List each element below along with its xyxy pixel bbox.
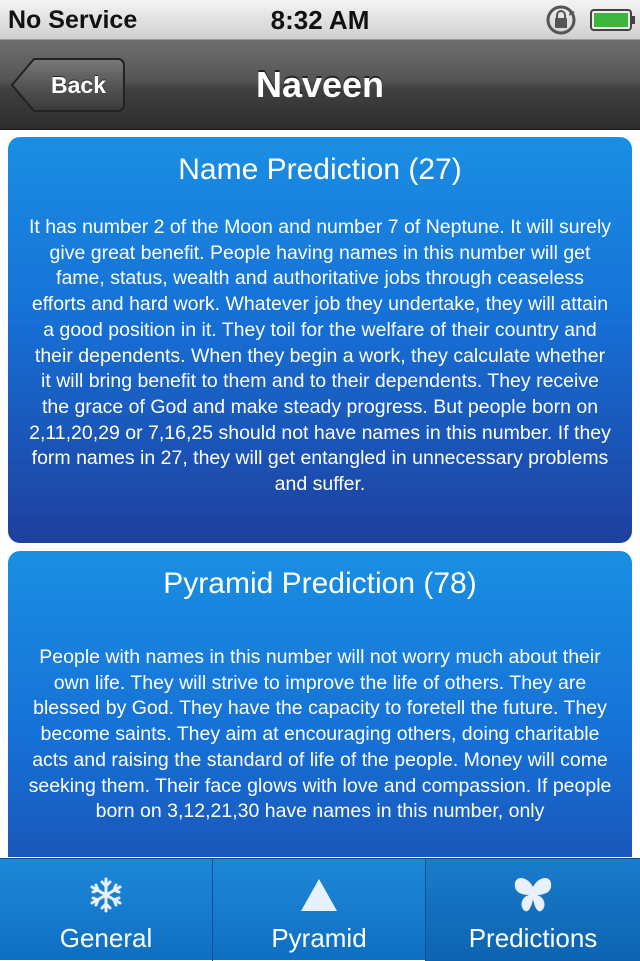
back-button-label: Back	[51, 72, 106, 98]
butterfly-icon	[426, 873, 640, 917]
pyramid-icon	[213, 873, 425, 917]
tab-general[interactable]	[0, 859, 213, 961]
tab-label: General	[59, 923, 153, 953]
tab-predictions[interactable]	[426, 859, 640, 961]
tab-label: Pyramid	[271, 923, 367, 953]
snowflake-icon	[0, 873, 212, 917]
scroll-content[interactable]	[0, 131, 640, 857]
battery-icon	[590, 9, 636, 31]
page-title: Naveen	[255, 64, 385, 105]
navigation-bar	[0, 40, 640, 130]
pyramid-prediction-card	[8, 551, 632, 857]
card-body: People with names in this number will not worry much about their own life. They will strive to improve the life of others. They are blessed by God. They have the capacity to foretell the future. They become saints. They aim at encouraging others, doing charitable acts and raising the standard of life of the people. Money will come seeking them. Their face glows with love and compassion. If people born on 3,12,21,30 have names in this number, only	[28, 646, 612, 823]
tab-pyramid[interactable]	[213, 859, 426, 961]
status-bar	[0, 0, 640, 40]
card-body: It has number 2 of the Moon and number 7 of Neptune. It will surely give great benefit. People having names in this number will get fame, status, wealth and authoritative jobs through ceaseless efforts and hard work. Whatever job they undertake, they will attain a good position in it. They toil for the welfare of their country and their dependents. When they begin a work, they calculate whether it will bring benefit to them and to their dependents. They receive the grace of God and make steady progress. But people born on 2,11,20,29 or 7,16,25 should not have names in this number. If they form names in 27, they will get entangled in unnecessary problems and suffer.	[28, 216, 612, 496]
clock: 8:32 AM	[270, 5, 370, 35]
card-title: Pyramid Prediction (78)	[163, 567, 477, 600]
tab-label: Predictions	[468, 923, 598, 953]
orientation-lock-icon	[544, 4, 578, 36]
tab-bar	[0, 858, 640, 960]
card-title: Name Prediction (27)	[178, 153, 462, 186]
name-prediction-card	[8, 137, 632, 543]
carrier-label: No Service	[8, 6, 138, 34]
